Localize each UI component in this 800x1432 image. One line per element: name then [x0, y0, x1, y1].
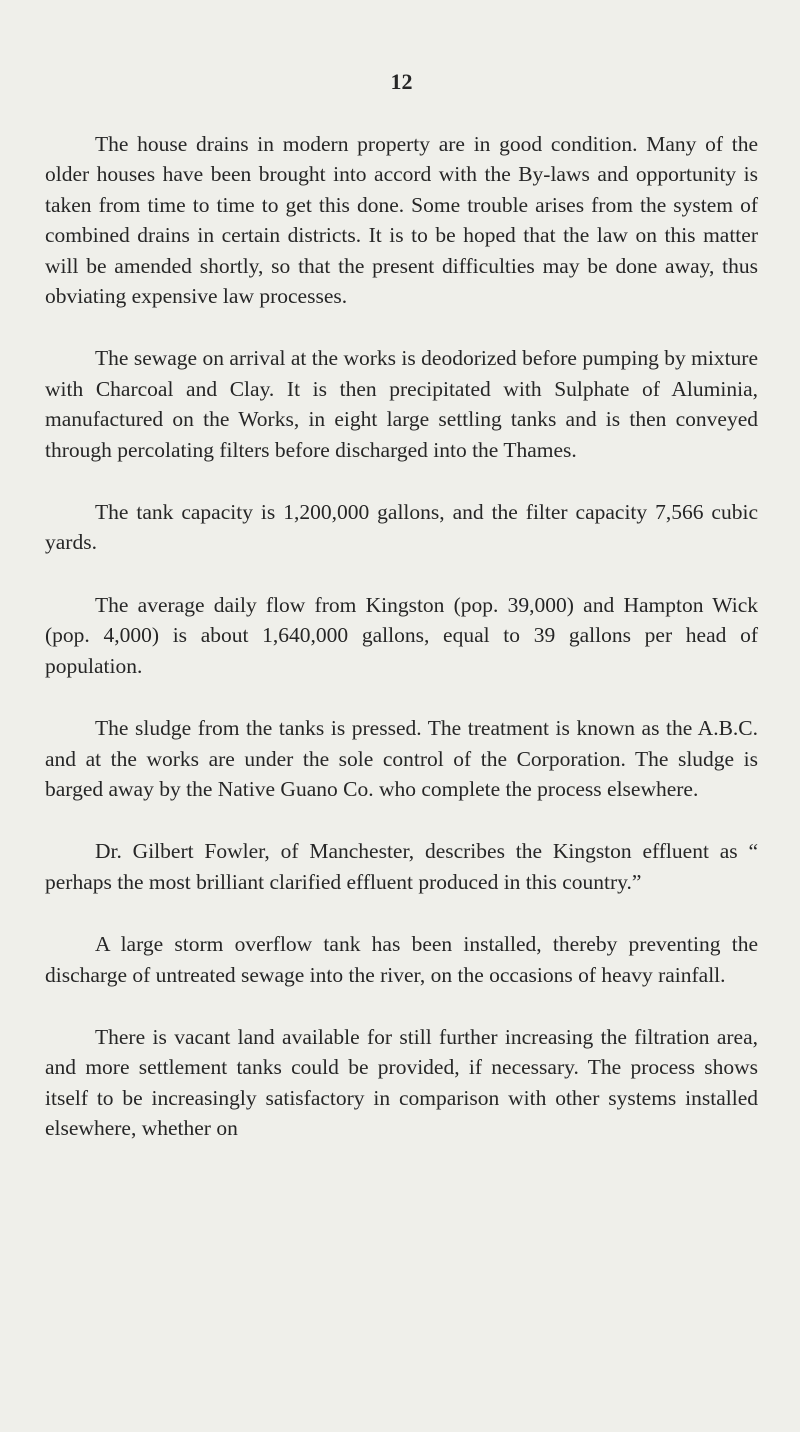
paragraph-sewage-treatment: The sewage on arrival at the works is deodorized before pumping by mixture with Charcoal and Clay. It is then precipitated with Sulphate of Aluminia, manufactured on the Works, in eight large settling tanks and is then conveyed through percolating filters before discharged into the Thames. — [45, 346, 758, 462]
paragraph-sludge: The sludge from the tanks is pressed. The treatment is known as the A.B.C. and at the works are under the sole control of the Corporation. The sludge is barged away by the Native Guano Co. who complete the process elsewhere. — [45, 716, 758, 801]
paragraph-daily-flow: The average daily flow from Kingston (pop. 39,000) and Hampton Wick (pop. 4,000) is about 1,640,000 gallons, equal to 39 gallons per head of population. — [45, 592, 758, 678]
paragraph-house-drains: The house drains in modern property are in good condition. Many of the older houses have been brought into accord with the By-laws and opportunity is taken from time to time to get this done. Some trouble arises from the system of combined drains in certain districts. It is to be hoped that the law on this matter will be amended shortly, so that the present difficulties may be done away, thus obviating expensive law processes. — [45, 132, 758, 309]
paragraph-storm-overflow: A large storm overflow tank has been installed, thereby preventing the discharge of untreated sewage into the river, on the occasions of heavy rainfall. — [45, 932, 758, 987]
paragraph-fowler-quote: Dr. Gilbert Fowler, of Manchester, describes the Kingston effluent as “ perhaps the most brilliant clarified effluent produced in this country.” — [45, 839, 758, 894]
paragraph-vacant-land: There is vacant land available for still further increasing the filtration area, and more settlement tanks could be provided, if necessary. The process shows itself to be increasingly satisfactory in comparison with other systems installed elsewhere, whether on — [45, 1024, 758, 1141]
paragraph-tank-capacity: The tank capacity is 1,200,000 gallons, and the filter capacity 7,566 cubic yards. — [45, 500, 758, 555]
page-number: 12 — [390, 69, 413, 94]
